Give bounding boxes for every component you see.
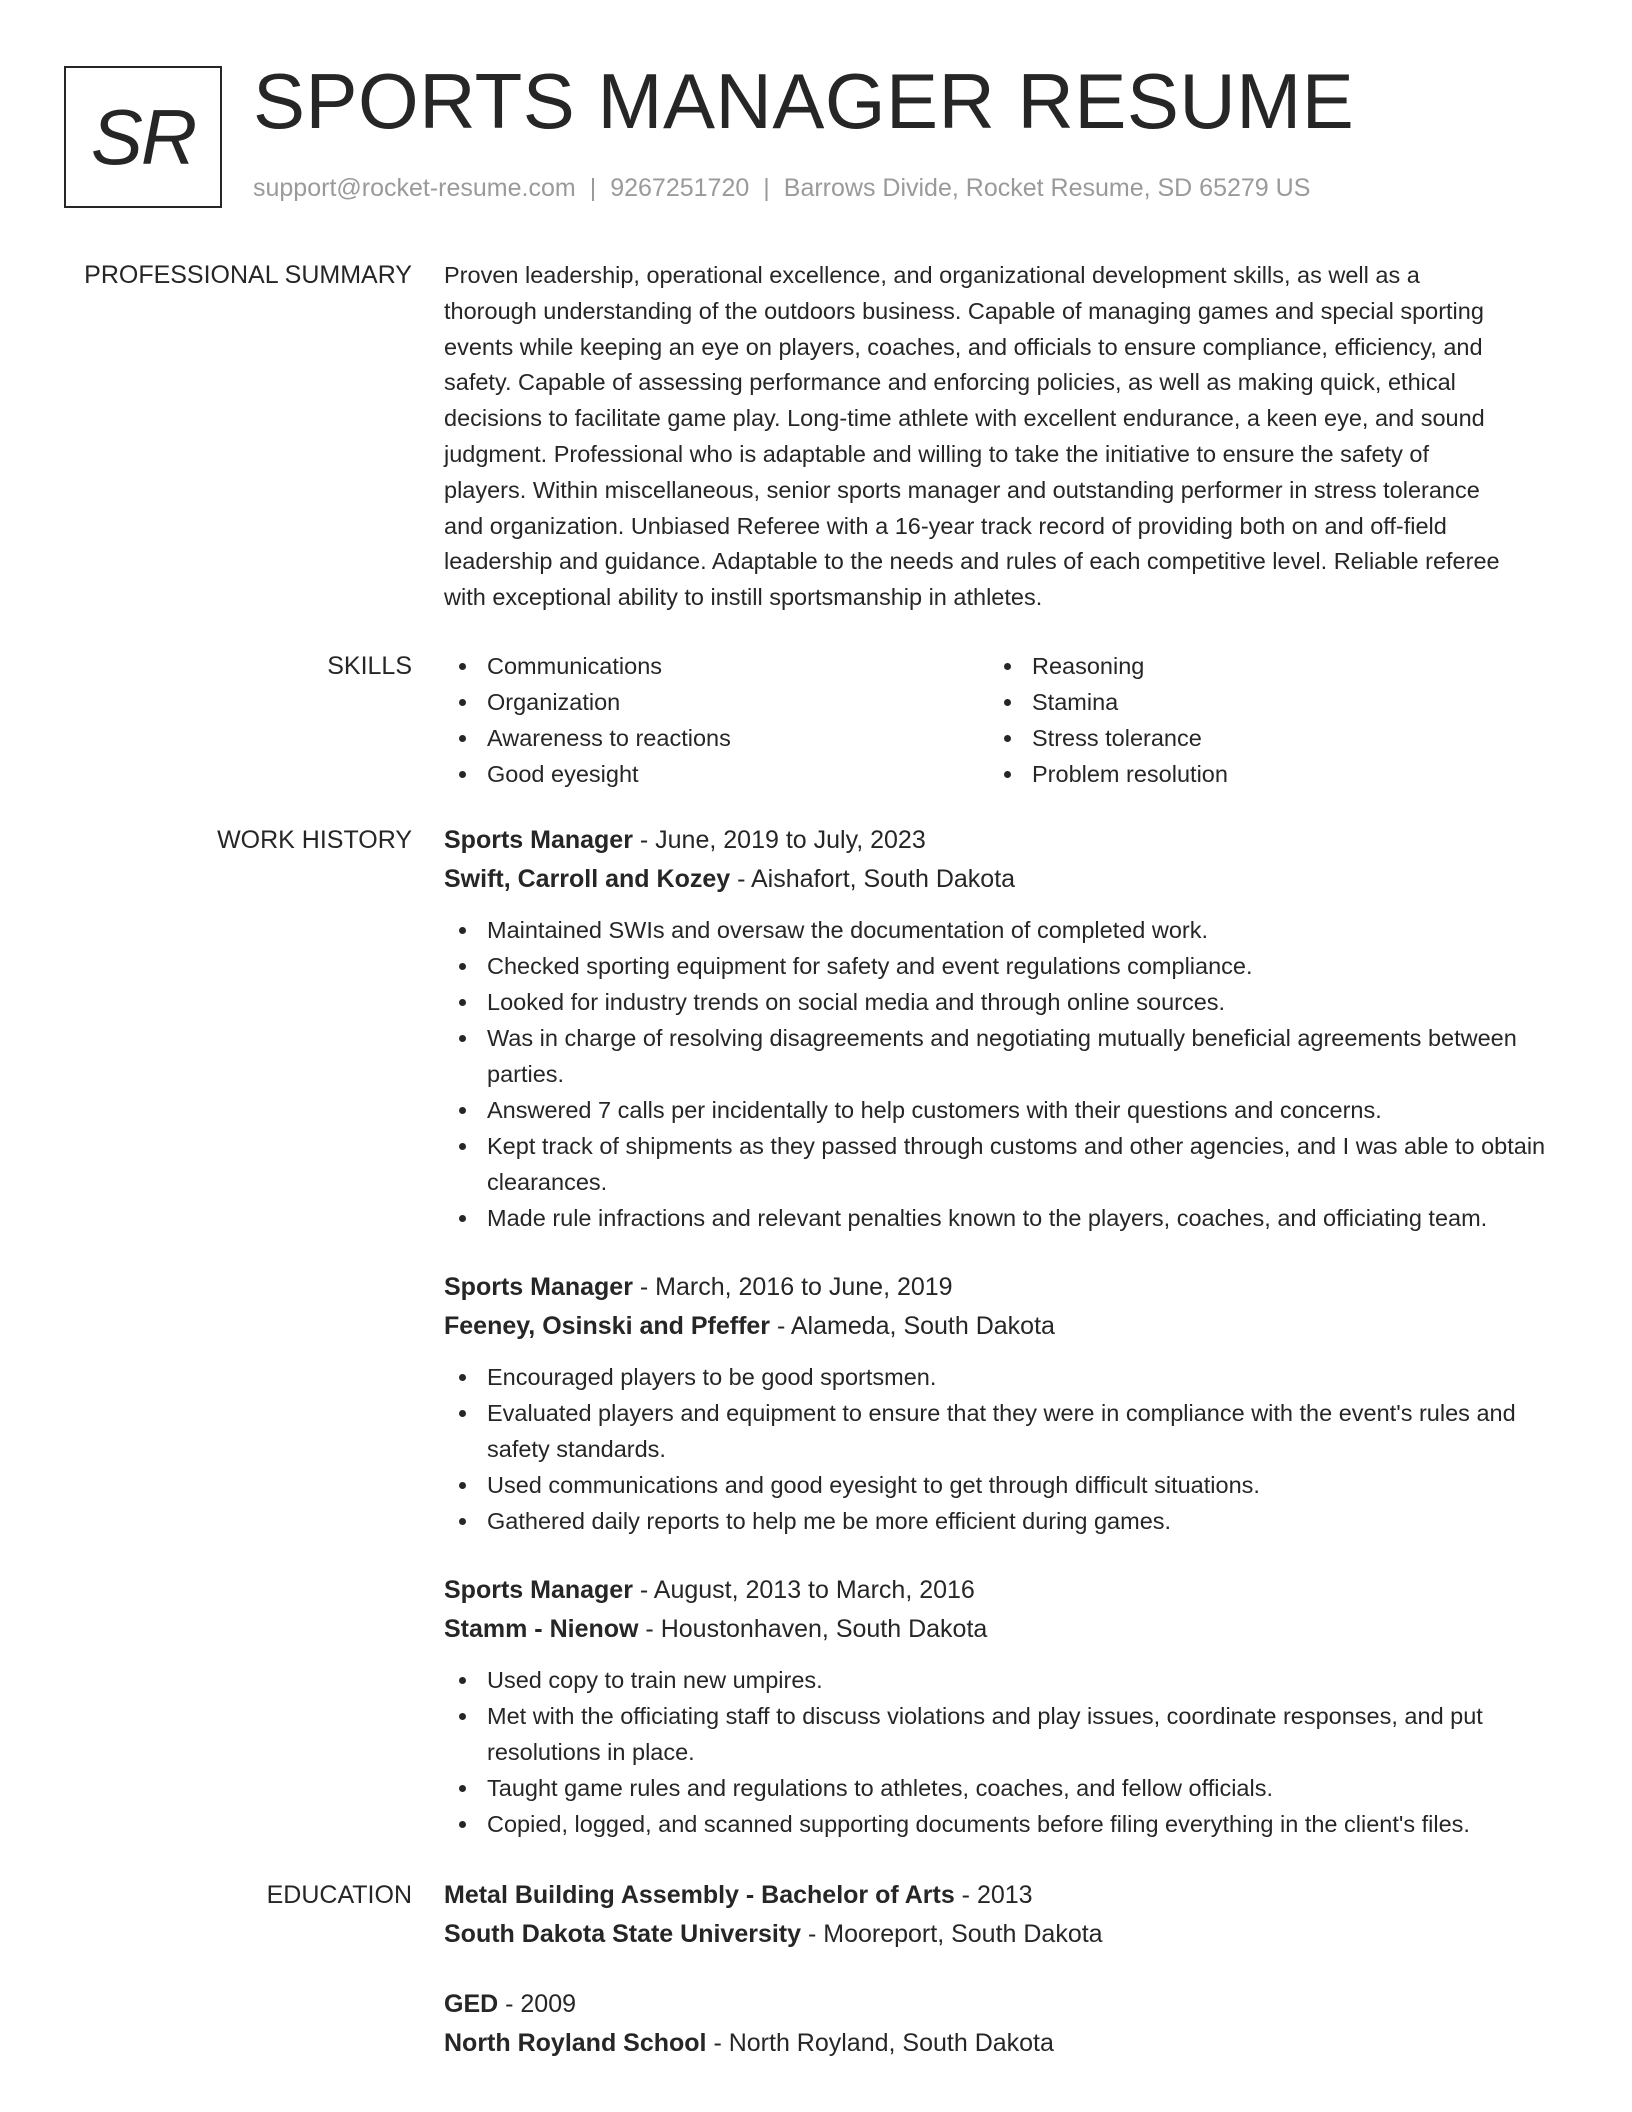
contact-separator: | — [763, 174, 770, 202]
job-title: Sports Manager — [444, 1273, 633, 1301]
skill-item: Organization — [444, 684, 989, 720]
job-bullet: Looked for industry trends on social media and through online sources. — [444, 984, 1554, 1020]
job-title-line — [444, 821, 1554, 860]
contact-line — [253, 174, 1310, 203]
summary-line: safety. Capable of assessing performance and enforcing policies, as well as making quick, ethical — [444, 369, 1456, 396]
job-location: - Alameda, South Dakota — [770, 1312, 1055, 1340]
education-school: North Royland School — [444, 2029, 707, 2057]
resume-title: SPORTS MANAGER RESUME — [253, 57, 1355, 145]
skill-item: Problem resolution — [989, 756, 1534, 792]
job-bullets — [444, 1359, 1554, 1539]
contact-separator: | — [589, 174, 597, 202]
job-location: - Aishafort, South Dakota — [730, 865, 1016, 893]
job-bullet: Was in charge of resolving disagreements and negotiating mutually beneficial agreements between parties. — [444, 1020, 1554, 1092]
skill-item: Good eyesight — [444, 756, 989, 792]
skills-grid — [444, 648, 1554, 792]
education-location: - North Royland, South Dakota — [706, 2029, 1054, 2057]
job-dates: - August, 2013 to March, 2016 — [632, 1576, 975, 1604]
job-dates: - March, 2016 to June, 2019 — [632, 1273, 953, 1301]
job-company: Feeney, Osinski and Pfeffer — [444, 1312, 771, 1340]
job-bullet: Checked sporting equipment for safety and event regulations compliance. — [444, 948, 1554, 984]
monogram-logo: SR — [64, 66, 222, 208]
job-bullet: Used copy to train new umpires. — [444, 1662, 1554, 1698]
summary-line: leadership and guidance. Adaptable to the needs and rules of each competitive level. Reliable referee — [444, 548, 1500, 575]
education-heading: EDUCATION — [266, 1881, 412, 1909]
summary-line: and organization. Unbiased Referee with a 16-year track record of providing both on and off-field — [444, 512, 1447, 539]
job-company: Stamm - Nienow — [444, 1615, 639, 1643]
job-title-line — [444, 1571, 1554, 1610]
job-company-line — [444, 860, 1554, 899]
job-title: Sports Manager — [444, 1576, 633, 1604]
skills-list-right — [989, 648, 1534, 792]
education-degree-line — [444, 1985, 1554, 2024]
job-bullet: Kept track of shipments as they passed through customs and other agencies, and I was able to obtain clearances. — [444, 1128, 1554, 1200]
job-company: Swift, Carroll and Kozey — [444, 865, 731, 893]
job-bullet: Evaluated players and equipment to ensure that they were in compliance with the event's rules and safety standards. — [444, 1395, 1554, 1467]
summary-line: judgment. Professional who is adaptable and willing to take the initiative to ensure the safety of — [444, 440, 1429, 467]
education-degree: Metal Building Assembly - Bachelor of Arts — [444, 1881, 955, 1909]
education-school-line — [444, 1915, 1554, 1954]
job-bullet: Gathered daily reports to help me be more efficient during games. — [444, 1503, 1554, 1539]
education-year: - 2013 — [954, 1881, 1033, 1909]
job-location: - Houstonhaven, South Dakota — [638, 1615, 988, 1643]
summary-line: thorough understanding of the outdoors business. Capable of managing games and special sporting — [444, 297, 1484, 324]
job-bullet: Encouraged players to be good sportsmen. — [444, 1359, 1554, 1395]
summary-line: decisions to facilitate game play. Long-time athlete with excellent endurance, a keen eye, and sound — [444, 405, 1485, 432]
education-degree-line — [444, 1876, 1554, 1915]
skill-item: Stress tolerance — [989, 720, 1534, 756]
job-bullet: Taught game rules and regulations to athletes, coaches, and fellow officials. — [444, 1770, 1554, 1806]
job-title: Sports Manager — [444, 826, 633, 854]
skill-item: Stamina — [989, 684, 1534, 720]
summary-line: with exceptional ability to instill sportsmanship in athletes. — [444, 584, 1043, 611]
education-entry — [444, 1985, 1554, 2063]
summary-line: events while keeping an eye on players, coaches, and officials to ensure compliance, efficiency, and — [444, 333, 1483, 360]
work-history-heading: WORK HISTORY — [217, 826, 412, 854]
job-entry — [444, 1571, 1554, 1842]
job-company-line — [444, 1610, 1554, 1649]
summary-text — [444, 258, 1554, 616]
job-bullet: Maintained SWIs and oversaw the documentation of completed work. — [444, 912, 1554, 948]
education-entry — [444, 1876, 1554, 1954]
education-year: - 2009 — [498, 1990, 577, 2018]
education-degree: GED — [444, 1990, 499, 2018]
contact-email[interactable]: support@rocket-resume.com — [253, 174, 576, 202]
contact-address: Barrows Divide, Rocket Resume, SD 65279 US — [783, 174, 1311, 202]
skills-heading: SKILLS — [327, 652, 412, 680]
job-dates: - June, 2019 to July, 2023 — [632, 826, 926, 854]
job-bullet: Made rule infractions and relevant penalties known to the players, coaches, and officiating team. — [444, 1200, 1554, 1236]
contact-phone[interactable]: 9267251720 — [610, 174, 750, 202]
job-title-line — [444, 1268, 1554, 1307]
skill-item: Awareness to reactions — [444, 720, 989, 756]
summary-line: Proven leadership, operational excellence, and organizational development skills, as well as a — [444, 262, 1420, 288]
skill-item: Reasoning — [989, 648, 1534, 684]
job-company-line — [444, 1307, 1554, 1346]
skill-item: Communications — [444, 648, 989, 684]
summary-line: players. Within miscellaneous, senior sports manager and outstanding performer in stress tolerance — [444, 476, 1480, 503]
job-bullet: Answered 7 calls per incidentally to help customers with their questions and concerns. — [444, 1092, 1554, 1128]
job-entry — [444, 1268, 1554, 1539]
summary-heading: PROFESSIONAL SUMMARY — [84, 261, 412, 289]
job-bullet: Copied, logged, and scanned supporting documents before filing everything in the client's files. — [444, 1806, 1554, 1842]
skills-list-left — [444, 648, 989, 792]
job-entry — [444, 821, 1554, 1236]
education-school-line — [444, 2024, 1554, 2063]
education-location: - Mooreport, South Dakota — [801, 1920, 1103, 1948]
education-school: South Dakota State University — [444, 1920, 802, 1948]
job-bullets — [444, 912, 1554, 1236]
job-bullet: Met with the officiating staff to discuss violations and play issues, coordinate responses, and put resolutions in place. — [444, 1698, 1554, 1770]
job-bullet: Used communications and good eyesight to get through difficult situations. — [444, 1467, 1554, 1503]
job-bullets — [444, 1662, 1554, 1842]
